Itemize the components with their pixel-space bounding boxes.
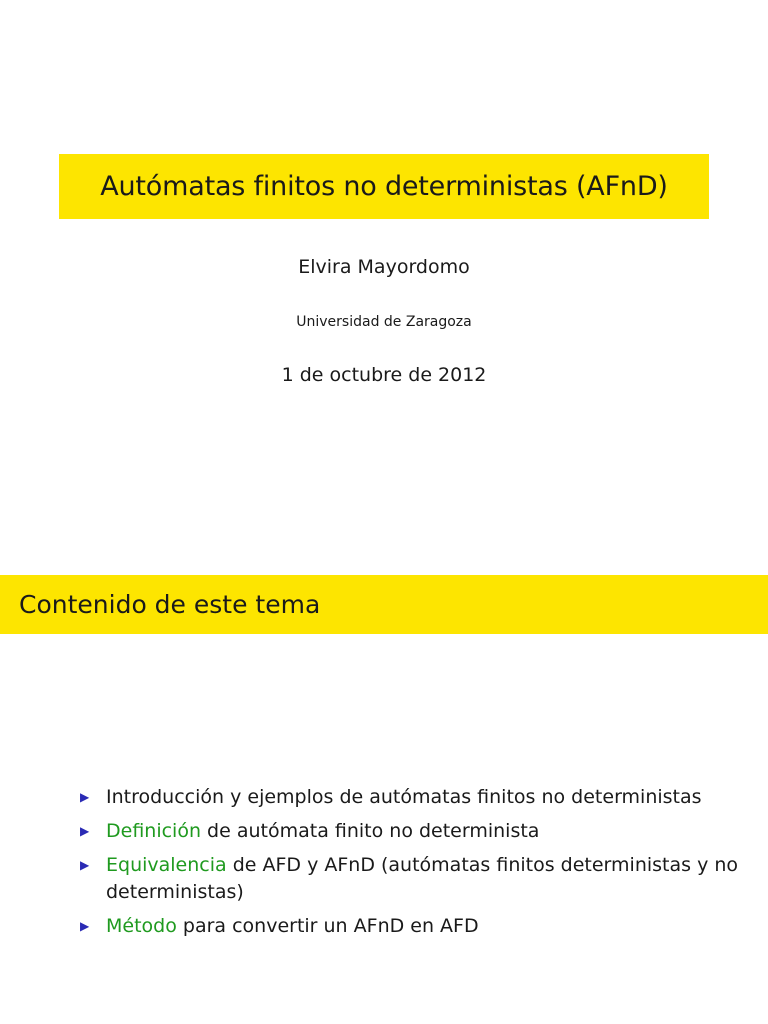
list-item <box>80 818 740 845</box>
contents-list <box>80 784 740 947</box>
list-item <box>80 852 740 906</box>
frame-title: Contenido de este tema <box>19 590 321 619</box>
list-item-body: para convertir un AFnD en AFD <box>176 915 479 937</box>
author-name: Elvira Mayordomo <box>298 256 470 278</box>
presentation-title: Autómatas finitos no deterministas (AFnD) <box>100 171 668 202</box>
list-item <box>80 913 740 940</box>
list-item <box>80 784 740 811</box>
triangle-right-icon: ▶ <box>80 858 90 872</box>
institute-name: Universidad de Zaragoza <box>296 314 472 330</box>
list-item-body: de AFD y AFnD (autómatas finitos deterministas y no deterministas) <box>106 854 739 903</box>
contents-slide <box>0 512 768 1024</box>
list-item-body: de autómata finito no determinista <box>201 820 540 842</box>
list-item-text <box>106 913 740 940</box>
frame-title-bar <box>0 575 768 634</box>
title-box <box>59 154 709 219</box>
triangle-right-icon: ▶ <box>80 790 90 804</box>
presentation-date: 1 de octubre de 2012 <box>281 364 487 386</box>
triangle-right-icon: ▶ <box>80 824 90 838</box>
triangle-right-icon: ▶ <box>80 919 90 933</box>
list-item-highlight: Definición <box>106 820 201 842</box>
list-item-body: Introducción y ejemplos de autómatas finitos no deterministas <box>106 786 702 808</box>
list-item-highlight: Equivalencia <box>106 854 227 876</box>
list-item-text <box>106 852 740 906</box>
list-item-highlight: Método <box>106 915 177 937</box>
list-item-text <box>106 818 740 845</box>
list-item-text <box>106 784 740 811</box>
